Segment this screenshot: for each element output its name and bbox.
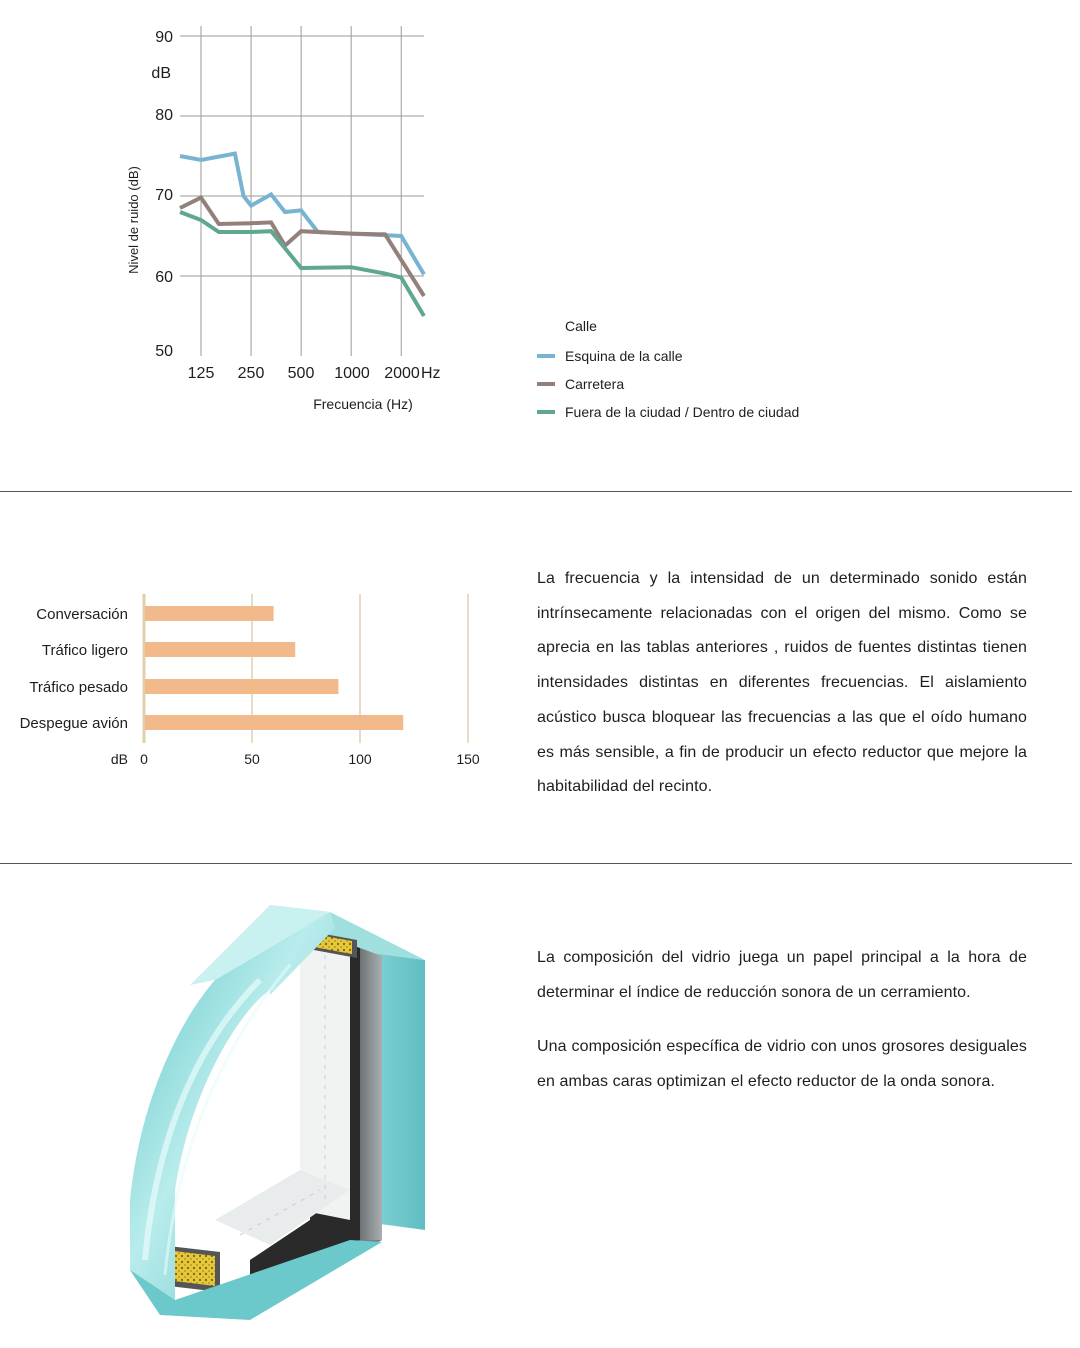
section-divider [0, 491, 1072, 492]
legend-label: Carretera [565, 376, 625, 392]
bar-3 [145, 715, 403, 730]
x-tick-label: 0 [140, 751, 148, 767]
y-axis-title: Nivel de ruido (dB) [126, 166, 141, 274]
noise-sources-bar-chart [0, 580, 520, 780]
category-label: Conversación [36, 606, 128, 623]
line-chart-grid [180, 26, 424, 356]
y-tick-label: 90 [155, 29, 173, 46]
bar-1 [145, 642, 295, 657]
line-chart-legend [537, 314, 799, 426]
bar-chart-bars [145, 606, 403, 730]
section-divider [0, 863, 1072, 864]
paragraph-glass-composition: La composición del vidrio juega un papel principal a la hora de determinar el índice de reducción sonora de un cerramiento. [537, 949, 1027, 1001]
x-unit-label: Hz [421, 365, 441, 382]
line-chart-series [180, 154, 424, 316]
bar-2 [145, 679, 338, 694]
line-chart-x-ticks [188, 365, 441, 382]
category-label: Tráfico ligero [41, 642, 128, 659]
legend-swatch [537, 354, 555, 358]
legend-label: Esquina de la calle [565, 348, 683, 364]
series-line-0 [180, 154, 424, 275]
double-glazing-illustration [120, 900, 440, 1330]
x-tick-label: 150 [456, 751, 480, 767]
legend-swatch [537, 382, 555, 386]
x-tick-label-2000: 2000 [384, 365, 420, 382]
x-tick-label: 250 [237, 365, 265, 382]
category-label: Despegue avión [19, 715, 128, 732]
series-line-2 [180, 212, 424, 316]
x-tick-label: 50 [244, 751, 260, 767]
legend-swatch [537, 410, 555, 414]
x-tick-label: 100 [348, 751, 372, 767]
x-tick-label: 125 [187, 365, 215, 382]
x-tick-label: 1000 [334, 365, 370, 382]
legend-title: Calle [565, 318, 597, 334]
category-label: Tráfico pesado [29, 679, 128, 696]
y-tick-label: 80 [155, 107, 173, 124]
bar-chart-x-ticks [111, 751, 480, 767]
paragraph-frequency-intensity: La frecuencia y la intensidad de un determinado sonido están intrínsecamente relacionadas con el origen del mismo. Como se aprecia en las tablas anteriores , ruidos de fuentes distintas tienen intensidades distintas en diferentes frecuencias. El aislamiento acústico busca bloquear las frecuencias a las que el oído humano es más sensible, a fin de producir un efecto reductor que mejore la habitabilidad del recinto. [537, 570, 1027, 796]
x-unit-label: dB [110, 751, 128, 767]
legend-item-carretera [537, 370, 799, 398]
legend-item-esquina [537, 342, 799, 370]
y-tick-label: 70 [155, 187, 173, 204]
legend-label: Fuera de la ciudad / Dentro de ciudad [565, 404, 800, 420]
bar-chart-category-labels [20, 606, 128, 732]
x-tick-label: 500 [287, 365, 315, 382]
bar-0 [145, 606, 274, 621]
paragraph-specific-composition: Una composición específica de vidrio con unos grosores desiguales en ambas caras optimizan el efecto reductor de la onda sonora. [537, 1038, 1027, 1090]
y-unit-label: dB [151, 65, 171, 82]
noise-level-line-chart [0, 0, 520, 420]
x-tick-label [384, 365, 420, 382]
y-tick-label: 50 [155, 343, 173, 360]
legend-item-fuera [537, 398, 799, 426]
y-tick-label: 60 [155, 269, 173, 286]
x-axis-title: Frecuencia (Hz) [313, 396, 413, 412]
